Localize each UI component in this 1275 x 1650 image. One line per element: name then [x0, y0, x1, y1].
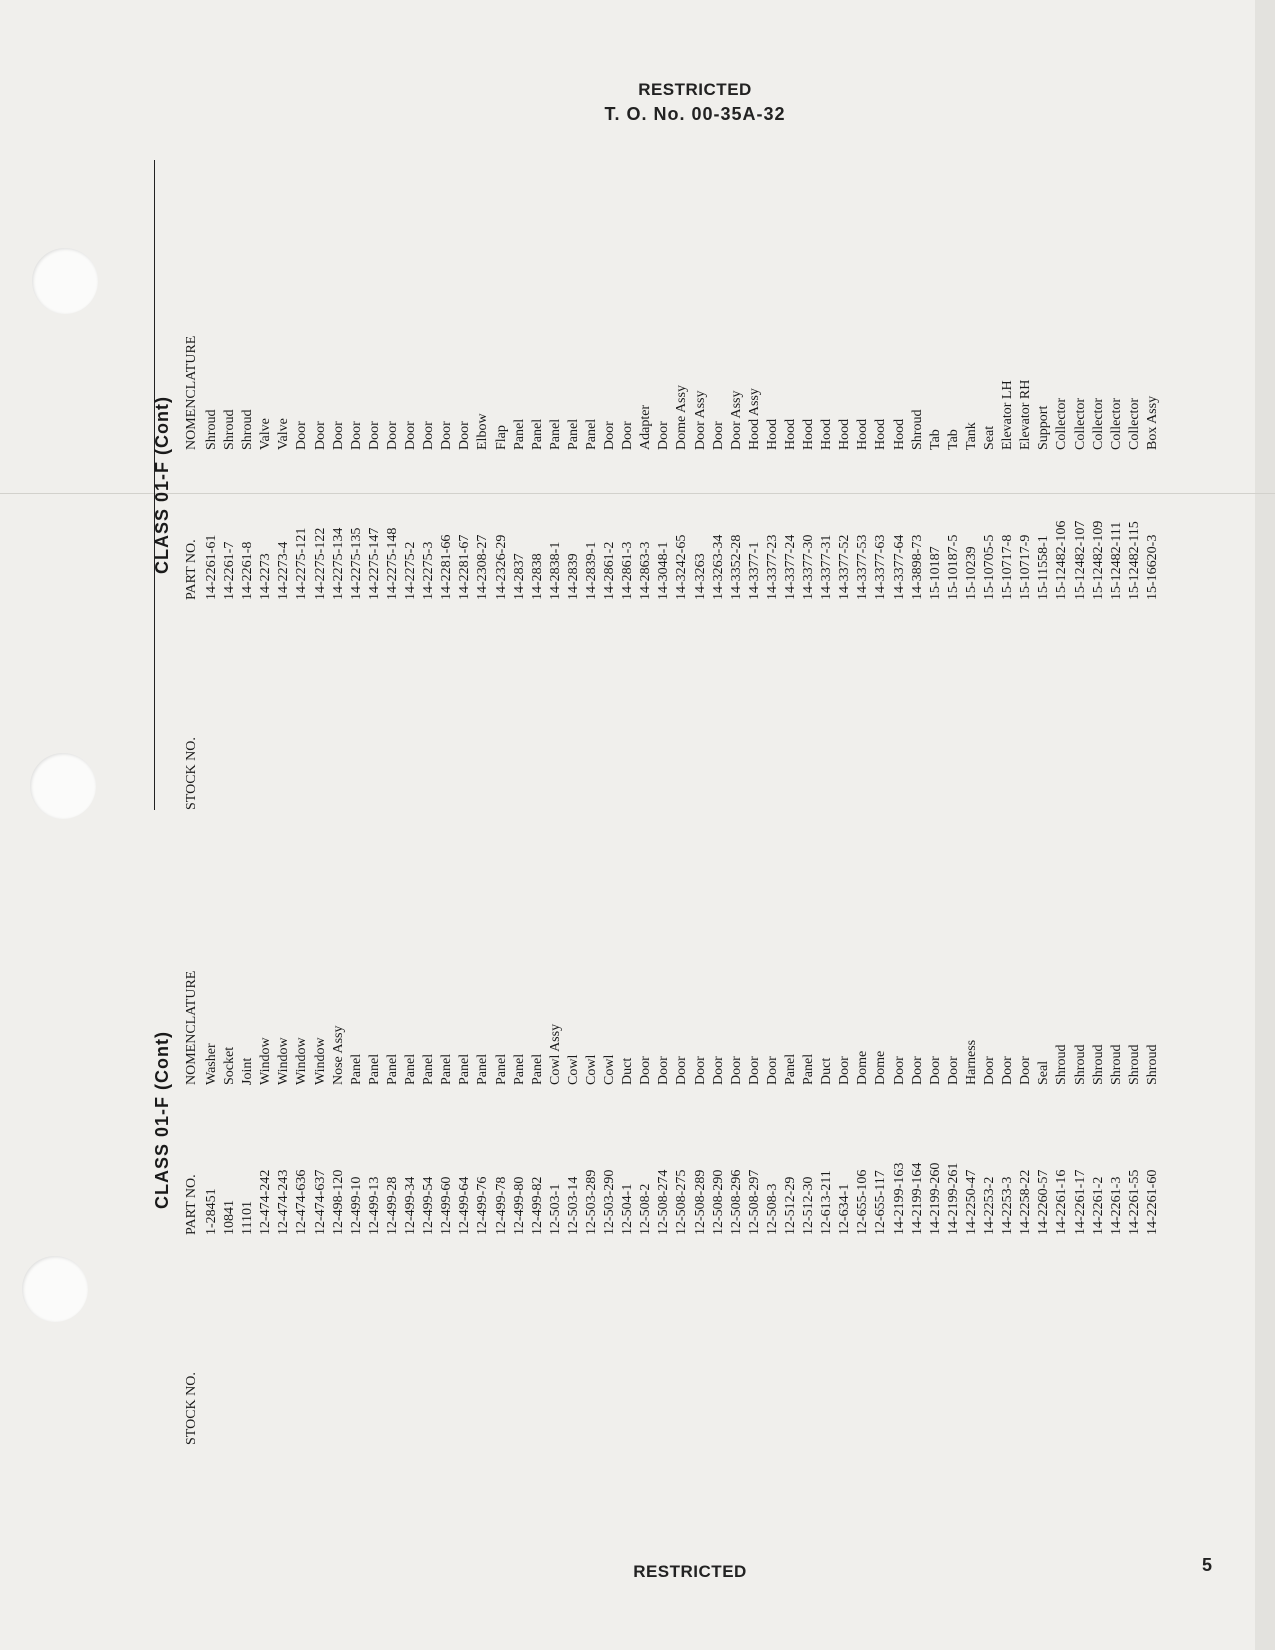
nomenclature-cell: Door — [366, 421, 382, 450]
part-no-cell: 12-499-34 — [403, 1176, 419, 1235]
nomenclature-cell: Door — [638, 1056, 654, 1085]
nomenclature-cell: Shroud — [204, 409, 219, 450]
nomenclature-cell: Door — [746, 1056, 762, 1085]
part-no-cell: 12-499-60 — [439, 1176, 455, 1235]
nomenclature-cell: Shroud — [222, 409, 238, 450]
nomenclature-cell: Door — [312, 421, 328, 450]
nomenclature-cell: Door Assy — [692, 390, 708, 450]
nomenclature-cell: Shroud — [1072, 1044, 1088, 1085]
nomenclature-cell: Door — [982, 1056, 998, 1085]
nomenclature-cell: Panel — [529, 418, 545, 450]
part-no-cell: 14-2273 — [258, 553, 274, 600]
part-no-cell: 14-2253-2 — [982, 1176, 998, 1235]
part-no-header-upper: PART NO. — [184, 539, 199, 600]
part-no-cell: 12-508-274 — [656, 1169, 672, 1235]
part-no-cell: 12-634-1 — [837, 1183, 853, 1235]
part-no-cell: 14-2839 — [565, 553, 581, 600]
nomenclature-cell: Shroud — [240, 409, 256, 450]
nomenclature-cell: Cowl — [565, 1054, 581, 1085]
part-no-cell: 11101 — [240, 1201, 256, 1235]
nomenclature-cell: Panel — [801, 1053, 817, 1085]
part-no-list-lower — [203, 1163, 1162, 1235]
stock-no-header-upper: STOCK NO. — [184, 737, 199, 810]
restricted-header: RESTRICTED — [638, 80, 752, 99]
part-no-cell: 14-3377-63 — [873, 534, 889, 600]
part-no-cell: 14-3377-52 — [837, 534, 853, 600]
nomenclature-cell: Panel — [511, 1053, 527, 1085]
part-no-cell: 14-2281-66 — [439, 534, 455, 600]
part-no-cell: 14-2837 — [511, 553, 527, 600]
part-no-cell: 12-508-296 — [728, 1169, 744, 1235]
part-no-cell: 12-503-14 — [565, 1176, 581, 1235]
nomenclature-list-lower — [203, 1024, 1162, 1085]
nomenclature-header-upper: NOMENCLATURE — [184, 335, 199, 450]
nomenclature-cell: Hood — [783, 418, 798, 450]
part-no-cell: 12-499-80 — [511, 1176, 527, 1235]
part-no-cell: 14-2275-135 — [348, 527, 364, 600]
part-no-cell: 14-2261-61 — [204, 534, 219, 600]
nomenclature-cell: Nose Assy — [330, 1025, 346, 1085]
part-no-cell: 12-508-275 — [674, 1169, 690, 1235]
part-no-cell: 14-2275-122 — [312, 527, 328, 600]
part-no-cell: 15-12482-109 — [1090, 520, 1106, 600]
nomenclature-cell: Harness — [963, 1039, 979, 1085]
class-title-lower: CLASS 01-F (Cont) — [152, 1031, 172, 1209]
nomenclature-cell: Dome Assy — [674, 385, 690, 450]
nomenclature-cell: Door Assy — [728, 390, 744, 450]
part-no-cell: 14-2199-261 — [945, 1162, 961, 1235]
part-no-header-lower: PART NO. — [184, 1174, 199, 1235]
nomenclature-cell: Shroud — [1054, 1044, 1070, 1085]
nomenclature-cell: Collector — [1126, 397, 1142, 450]
nomenclature-cell: Panel — [403, 1053, 419, 1085]
part-no-cell: 15-12482-111 — [1108, 521, 1124, 600]
nomenclature-cell: Duct — [620, 1057, 636, 1085]
nomenclature-cell: Panel — [348, 1053, 364, 1085]
part-no-cell: 12-499-76 — [475, 1176, 491, 1235]
nomenclature-cell: Panel — [475, 1053, 491, 1085]
part-no-cell: 14-2261-55 — [1126, 1169, 1142, 1235]
part-no-cell: 12-512-29 — [783, 1176, 798, 1235]
part-no-cell: 14-2275-121 — [294, 527, 310, 600]
nomenclature-cell: Door — [728, 1056, 744, 1085]
nomenclature-cell: Panel — [583, 418, 599, 450]
nomenclature-cell: Washer — [204, 1043, 219, 1085]
part-no-cell: 12-508-3 — [764, 1183, 780, 1235]
nomenclature-cell: Tab — [945, 429, 961, 450]
part-no-cell: 12-499-28 — [384, 1176, 400, 1235]
nomenclature-cell: Panel — [547, 418, 563, 450]
part-no-cell: 14-2261-17 — [1072, 1169, 1088, 1235]
part-no-cell: 14-2308-27 — [475, 534, 491, 600]
nomenclature-cell: Door — [674, 1056, 690, 1085]
nomenclature-list-upper — [203, 380, 1162, 450]
nomenclature-cell: Tank — [963, 422, 979, 450]
part-no-cell: 12-474-636 — [294, 1169, 310, 1235]
nomenclature-cell: Door — [710, 1056, 726, 1085]
part-no-cell: 12-655-117 — [873, 1170, 889, 1235]
part-no-cell: 15-11558-1 — [1036, 535, 1052, 600]
part-no-cell: 12-512-30 — [801, 1176, 817, 1235]
nomenclature-cell: Hood — [764, 418, 780, 450]
nomenclature-cell: Door — [692, 1056, 708, 1085]
nomenclature-cell: Door — [764, 1056, 780, 1085]
nomenclature-cell: Door — [710, 421, 726, 450]
part-no-cell: 12-503-289 — [583, 1169, 599, 1235]
part-no-cell: 14-2253-3 — [1000, 1176, 1016, 1235]
nomenclature-cell: Door — [1000, 1056, 1016, 1085]
part-no-cell: 12-499-13 — [366, 1176, 382, 1235]
part-no-cell: 14-2838 — [529, 553, 545, 600]
nomenclature-cell: Door — [891, 1056, 907, 1085]
nomenclature-cell: Elbow — [475, 413, 491, 450]
part-no-cell: 14-3377-53 — [855, 534, 871, 600]
nomenclature-cell: Duct — [819, 1057, 835, 1085]
part-no-cell: 14-3377-30 — [801, 534, 817, 600]
nomenclature-cell: Panel — [565, 418, 581, 450]
nomenclature-cell: Collector — [1054, 397, 1070, 450]
part-no-cell: 14-2275-3 — [421, 541, 437, 600]
part-no-list-upper — [203, 521, 1162, 600]
part-no-cell: 12-499-82 — [529, 1176, 545, 1235]
nomenclature-cell: Joint — [240, 1057, 256, 1085]
nomenclature-cell: Panel — [529, 1053, 545, 1085]
part-no-cell: 14-3377-64 — [891, 534, 907, 600]
nomenclature-cell: Door — [656, 421, 672, 450]
part-no-cell: 12-655-106 — [855, 1169, 871, 1235]
nomenclature-cell: Shroud — [1090, 1044, 1106, 1085]
part-no-cell: 14-2199-164 — [909, 1162, 925, 1235]
part-no-cell: 14-2275-2 — [403, 541, 419, 600]
part-no-cell: 15-10187-5 — [945, 534, 961, 600]
part-no-cell: 15-10717-8 — [1000, 534, 1016, 600]
nomenclature-cell: Tab — [927, 429, 943, 450]
part-no-cell: 14-2326-29 — [493, 534, 509, 600]
page-edge-shadow — [1255, 0, 1275, 1650]
nomenclature-cell: Box Assy — [1144, 395, 1160, 450]
part-no-cell: 14-3263 — [692, 553, 708, 600]
nomenclature-cell: Elevator LH — [1000, 380, 1016, 450]
part-no-cell: 12-508-290 — [710, 1169, 726, 1235]
part-no-cell: 12-474-243 — [276, 1169, 292, 1235]
nomenclature-cell: Window — [258, 1037, 274, 1085]
nomenclature-cell: Support — [1036, 405, 1052, 450]
part-no-cell: 12-498-120 — [330, 1169, 346, 1235]
nomenclature-cell: Door — [348, 421, 364, 450]
part-no-cell: 14-2275-134 — [330, 527, 346, 600]
nomenclature-cell: Collector — [1090, 397, 1106, 450]
part-no-cell: 14-3352-28 — [728, 534, 744, 600]
nomenclature-cell: Panel — [439, 1053, 455, 1085]
nomenclature-cell: Panel — [457, 1053, 473, 1085]
part-no-cell: 12-499-54 — [421, 1176, 437, 1235]
part-no-cell: 14-2261-3 — [1108, 1176, 1124, 1235]
part-no-cell: 14-3263-34 — [710, 534, 726, 600]
nomenclature-cell: Panel — [493, 1053, 509, 1085]
nomenclature-cell: Collector — [1108, 397, 1124, 450]
class-title-upper: CLASS 01-F (Cont) — [152, 396, 172, 574]
part-no-cell: 14-2275-147 — [366, 527, 382, 600]
part-no-cell: 14-2861-2 — [602, 541, 618, 600]
part-no-cell: 14-2261-16 — [1054, 1169, 1070, 1235]
nomenclature-cell: Panel — [783, 1053, 798, 1085]
restricted-footer: RESTRICTED — [633, 1562, 747, 1581]
part-no-cell: 15-12482-106 — [1054, 520, 1070, 600]
page-number: 5 — [1202, 1555, 1213, 1575]
part-no-cell: 15-10187 — [927, 546, 943, 600]
nomenclature-cell: Door — [403, 421, 419, 450]
part-no-cell: 12-508-297 — [746, 1169, 762, 1235]
part-no-cell: 12-499-78 — [493, 1176, 509, 1235]
nomenclature-cell: Dome — [873, 1050, 889, 1085]
nomenclature-cell: Panel — [421, 1053, 437, 1085]
nomenclature-cell: Seal — [1036, 1060, 1052, 1085]
nomenclature-cell: Shroud — [1126, 1044, 1142, 1085]
part-no-cell: 15-16620-3 — [1144, 534, 1160, 600]
punch-hole-bottom — [22, 1256, 88, 1322]
part-no-cell: 12-503-290 — [602, 1169, 618, 1235]
part-no-cell: 15-12482-115 — [1126, 521, 1142, 600]
part-no-cell: 12-613-211 — [819, 1170, 835, 1235]
nomenclature-header-lower: NOMENCLATURE — [184, 970, 199, 1085]
nomenclature-cell: Adapter — [638, 404, 654, 450]
nomenclature-cell: Seat — [982, 425, 998, 450]
part-no-cell: 14-2261-8 — [240, 541, 256, 600]
part-no-cell: 14-3048-1 — [656, 541, 672, 600]
nomenclature-cell: Valve — [276, 418, 292, 450]
nomenclature-cell: Hood — [819, 418, 835, 450]
nomenclature-cell: Door — [384, 421, 400, 450]
part-no-cell: 15-10705-5 — [982, 534, 998, 600]
part-no-cell: 14-2199-163 — [891, 1162, 907, 1235]
part-no-cell: 14-3377-24 — [783, 534, 798, 600]
nomenclature-cell: Panel — [511, 418, 527, 450]
punch-hole-top — [32, 248, 98, 314]
nomenclature-cell: Hood Assy — [746, 388, 762, 450]
nomenclature-cell: Window — [312, 1037, 328, 1085]
nomenclature-cell: Cowl — [583, 1054, 599, 1085]
part-no-cell: 14-2261-2 — [1090, 1176, 1106, 1235]
nomenclature-cell: Door — [439, 421, 455, 450]
nomenclature-cell: Valve — [258, 418, 274, 450]
nomenclature-cell: Door — [457, 421, 473, 450]
nomenclature-cell: Socket — [222, 1046, 238, 1085]
nomenclature-cell: Flap — [493, 425, 509, 450]
nomenclature-cell: Shroud — [1108, 1044, 1124, 1085]
part-no-cell: 12-474-242 — [258, 1169, 274, 1235]
part-no-cell: 12-503-1 — [547, 1183, 563, 1235]
nomenclature-cell: Cowl Assy — [547, 1023, 563, 1085]
part-no-cell: 15-12482-107 — [1072, 520, 1088, 600]
part-no-cell: 14-2260-57 — [1036, 1169, 1052, 1235]
part-no-cell: 14-2281-67 — [457, 534, 473, 600]
part-no-cell: 14-3377-1 — [746, 541, 762, 600]
part-no-cell: 14-2261-7 — [222, 541, 238, 600]
nomenclature-cell: Elevator RH — [1018, 379, 1034, 450]
nomenclature-cell: Door — [656, 1056, 672, 1085]
nomenclature-cell: Door — [1018, 1056, 1034, 1085]
part-no-cell: 12-504-1 — [620, 1183, 636, 1235]
section-table-lower — [152, 795, 1182, 1445]
nomenclature-cell: Door — [421, 421, 437, 450]
nomenclature-cell: Door — [620, 421, 636, 450]
nomenclature-cell: Window — [276, 1037, 292, 1085]
part-no-cell: 12-474-637 — [312, 1169, 328, 1235]
nomenclature-cell: Panel — [384, 1053, 400, 1085]
part-no-cell: 14-3898-73 — [909, 534, 925, 600]
part-no-cell: 14-3242-65 — [674, 534, 690, 600]
part-no-cell: 12-508-2 — [638, 1183, 654, 1235]
part-no-cell: 14-2838-1 — [547, 541, 563, 600]
nomenclature-cell: Door — [294, 421, 310, 450]
nomenclature-cell: Door — [945, 1056, 961, 1085]
nomenclature-cell: Shroud — [909, 409, 925, 450]
part-no-cell: 14-2275-148 — [384, 527, 400, 600]
document-number: T. O. No. 00-35A-32 — [604, 104, 786, 124]
nomenclature-cell: Door — [602, 421, 618, 450]
stock-no-header-lower: STOCK NO. — [184, 1372, 199, 1445]
nomenclature-cell: Door — [909, 1056, 925, 1085]
punch-hole-middle — [30, 753, 96, 819]
part-no-cell: 15-10717-9 — [1018, 534, 1034, 600]
part-no-cell: 14-2839-1 — [583, 541, 599, 600]
part-no-cell: 15-10239 — [963, 546, 979, 600]
part-no-cell: 14-2861-3 — [620, 541, 636, 600]
part-no-cell: 12-499-10 — [348, 1176, 364, 1235]
nomenclature-cell: Door — [330, 421, 346, 450]
nomenclature-cell: Cowl — [602, 1054, 618, 1085]
nomenclature-cell: Door — [837, 1056, 853, 1085]
part-no-cell: 14-2250-47 — [963, 1169, 979, 1235]
part-no-cell: 12-499-64 — [457, 1176, 473, 1235]
part-no-cell: 14-2863-3 — [638, 541, 654, 600]
nomenclature-cell: Shroud — [1144, 1044, 1160, 1085]
part-no-cell: 14-3377-23 — [764, 534, 780, 600]
nomenclature-cell: Door — [927, 1056, 943, 1085]
part-no-cell: 12-508-289 — [692, 1169, 708, 1235]
part-no-cell: 14-2258-22 — [1018, 1169, 1034, 1235]
nomenclature-cell: Hood — [837, 418, 853, 450]
part-no-cell: 14-2261-60 — [1144, 1169, 1160, 1235]
part-no-cell: 1-28451 — [204, 1188, 219, 1235]
part-no-cell: 14-2273-4 — [276, 541, 292, 600]
nomenclature-cell: Collector — [1072, 397, 1088, 450]
section-table-upper — [152, 160, 1182, 810]
nomenclature-cell: Hood — [873, 418, 889, 450]
part-no-cell: 14-3377-31 — [819, 534, 835, 600]
nomenclature-cell: Panel — [366, 1053, 382, 1085]
part-no-cell: 10841 — [222, 1200, 238, 1235]
nomenclature-cell: Hood — [801, 418, 817, 450]
part-no-cell: 14-2199-260 — [927, 1162, 943, 1235]
nomenclature-cell: Hood — [855, 418, 871, 450]
nomenclature-cell: Window — [294, 1037, 310, 1085]
nomenclature-cell: Dome — [855, 1050, 871, 1085]
nomenclature-cell: Hood — [891, 418, 907, 450]
